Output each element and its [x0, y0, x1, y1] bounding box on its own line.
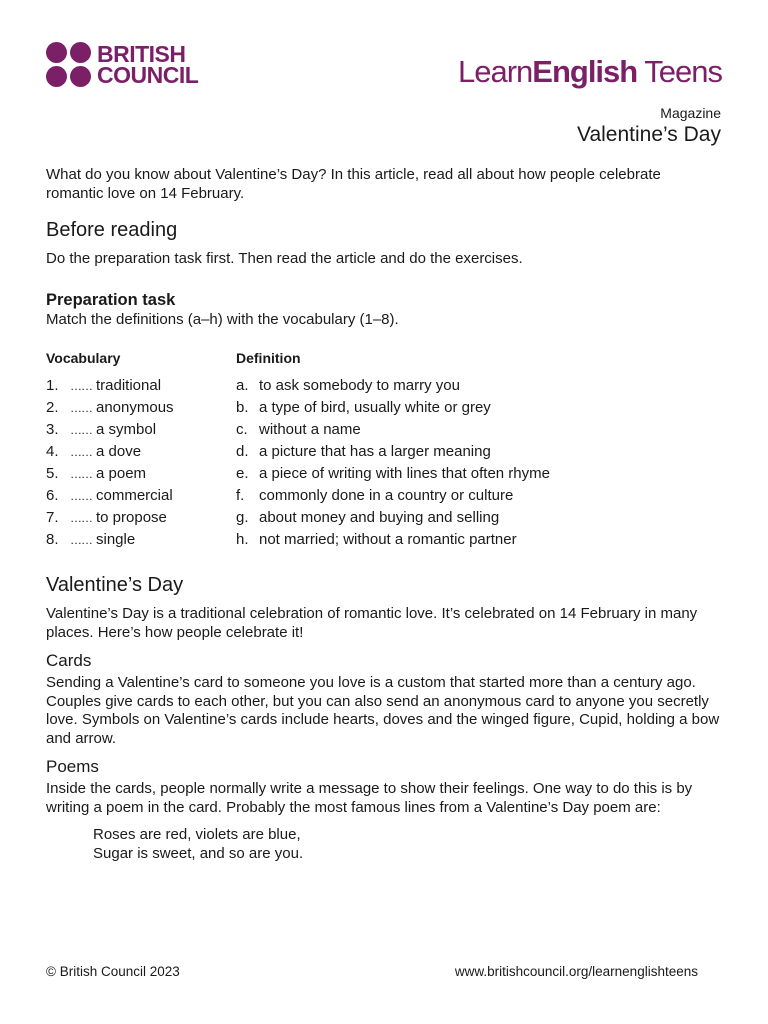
answer-blank[interactable]: …… [70, 488, 92, 503]
vocab-number: 6. [46, 486, 59, 504]
vocab-word: …… to propose [70, 508, 167, 526]
vocab-word: …… a dove [70, 442, 142, 460]
definition-letter: e. [236, 464, 249, 482]
definition-text: not married; without a romantic partner [259, 530, 517, 548]
poem-line: Roses are red, violets are blue, [93, 826, 301, 843]
answer-blank[interactable]: …… [70, 378, 92, 393]
vocab-row [46, 440, 722, 462]
definition-text: a picture that has a larger meaning [259, 442, 491, 460]
poems-text: Inside the cards, people normally write a message to show their feelings. One way to do this is by writing a poem in the card. Probably the most famous lines from a Valentine’s Day poem are: [46, 780, 693, 816]
british-council-logo[interactable] [46, 42, 198, 87]
article-meta [577, 105, 721, 147]
vocab-number: 8. [46, 530, 59, 548]
vocab-row [46, 396, 722, 418]
vocab-word: …… traditional [70, 376, 162, 394]
intro-paragraph: What do you know about Valentine’s Day? In this article, read all about how people celebrate romantic love on 14 February. [46, 166, 661, 202]
definition-text: commonly done in a country or culture [259, 486, 514, 504]
definition-letter: f. [236, 486, 245, 504]
answer-blank[interactable]: …… [70, 532, 92, 547]
definition-text: about money and buying and selling [259, 508, 500, 526]
answer-blank[interactable]: …… [70, 466, 92, 481]
definition-text: without a name [259, 420, 361, 438]
definition-text: to ask somebody to marry you [259, 376, 460, 394]
definition-letter: a. [236, 376, 249, 394]
vocab-word: …… a poem [70, 464, 147, 482]
vocab-row [46, 484, 722, 506]
vocab-table-header [46, 350, 722, 366]
col-vocabulary: Vocabulary [46, 350, 121, 366]
vocab-row [46, 374, 722, 396]
answer-blank[interactable]: …… [70, 444, 92, 459]
before-reading-heading: Before reading [46, 219, 178, 241]
definition-letter: b. [236, 398, 249, 416]
definition-letter: g. [236, 508, 249, 526]
vocab-number: 5. [46, 464, 59, 482]
cards-heading: Cards [46, 651, 92, 670]
page-title: Valentine’s Day [577, 123, 721, 146]
vocab-word: …… a symbol [70, 420, 157, 438]
section-label: Magazine [660, 105, 721, 121]
british-council-wordmark: BRITISH COUNCIL [97, 40, 199, 88]
article-heading: Valentine’s Day [46, 574, 184, 596]
vocab-row [46, 506, 722, 528]
page-footer [46, 964, 698, 979]
learnenglish-teens-logo[interactable]: LearnEnglish Teens [457, 54, 722, 89]
definition-letter: c. [236, 420, 248, 438]
vocab-number: 2. [46, 398, 59, 416]
before-reading-text: Do the preparation task first. Then read the article and do the exercises. [46, 250, 523, 267]
answer-blank[interactable]: …… [70, 422, 92, 437]
poem-quote [93, 825, 722, 863]
prep-task-heading: Preparation task [46, 290, 176, 309]
col-definition: Definition [236, 350, 301, 366]
vocab-row [46, 528, 722, 550]
footer-url-link[interactable]: www.britishcouncil.org/learnenglishteens [454, 964, 698, 979]
british-council-dots-icon [46, 42, 91, 87]
article-intro: Valentine’s Day is a traditional celebration of romantic love. It’s celebrated on 14 February in many places. Here’s how people celebrate it! [46, 605, 698, 641]
vocab-word: …… single [70, 530, 136, 548]
answer-blank[interactable]: …… [70, 510, 92, 525]
definition-letter: h. [236, 530, 249, 548]
main-content [46, 166, 722, 863]
vocab-word: …… commercial [70, 486, 173, 504]
answer-blank[interactable]: …… [70, 400, 92, 415]
cards-text: Sending a Valentine’s card to someone you love is a custom that started more than a century ago. Couples give cards to each other, but you can also send an anonymous card to anyone you secretly love. Symbols on Valentine’s cards include hearts, doves and the winged figure, Cupid, holding a bow and arrow. [46, 674, 720, 747]
definition-letter: d. [236, 442, 249, 460]
definition-text: a type of bird, usually white or grey [259, 398, 491, 416]
vocab-table [46, 350, 722, 550]
poem-line: Sugar is sweet, and so are you. [93, 845, 304, 862]
vocab-number: 7. [46, 508, 59, 526]
poems-heading: Poems [46, 757, 99, 776]
vocab-number: 3. [46, 420, 59, 438]
page-header [46, 42, 722, 90]
vocab-number: 4. [46, 442, 59, 460]
prep-task-text: Match the definitions (a–h) with the vocabulary (1–8). [46, 310, 399, 328]
vocab-number: 1. [46, 376, 59, 394]
vocab-word: …… anonymous [70, 398, 174, 416]
vocab-row [46, 462, 722, 484]
definition-text: a piece of writing with lines that often rhyme [259, 464, 550, 482]
copyright: © British Council 2023 [46, 964, 180, 979]
vocab-row [46, 418, 722, 440]
